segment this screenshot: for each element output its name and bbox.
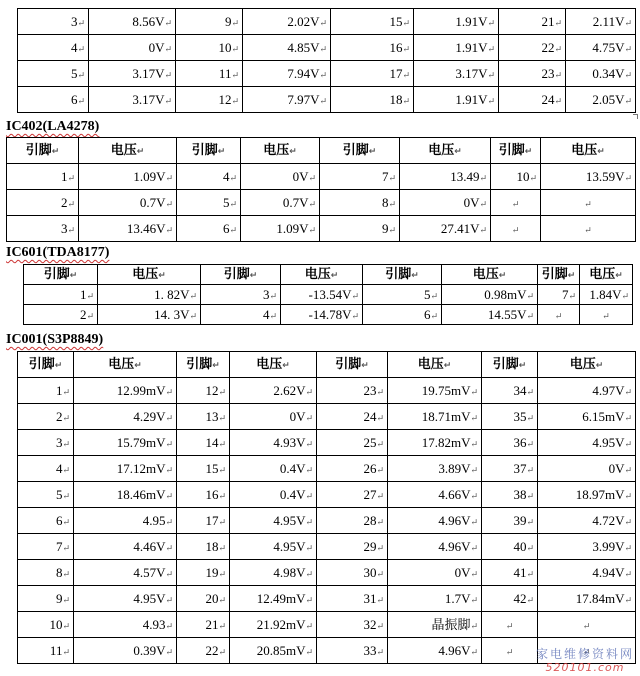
table-row — [18, 586, 636, 612]
voltage-cell: 1.09V ↵ — [241, 216, 320, 242]
header-voltage: 电压 ↵ — [538, 352, 636, 378]
voltage-cell: 4.96V ↵ — [388, 638, 482, 664]
voltage-cell: 4.93 ↵ — [74, 612, 177, 638]
header-pin: 引脚 ↵ — [24, 265, 98, 285]
pin-cell: 25 ↵ — [317, 430, 388, 456]
table-row — [18, 560, 636, 586]
pin-cell: 9 ↵ — [18, 586, 74, 612]
voltage-cell: 6.15mV ↵ — [538, 404, 636, 430]
voltage-cell: 2.11V ↵ — [566, 9, 636, 35]
pin-cell — [491, 190, 541, 216]
pin-cell: 33 ↵ — [317, 638, 388, 664]
voltage-cell: 14. 3V ↵ — [98, 305, 201, 325]
table-row — [18, 534, 636, 560]
header-row — [18, 352, 636, 378]
header-voltage: 电压 ↵ — [442, 265, 538, 285]
voltage-cell: 1. 82V ↵ — [98, 285, 201, 305]
table-row — [7, 216, 636, 242]
voltage-cell: 4.57V ↵ — [74, 560, 177, 586]
pin-cell — [482, 612, 538, 638]
header-voltage: 电压 ↵ — [74, 352, 177, 378]
header-pin: 引脚 ↵ — [201, 265, 281, 285]
header-voltage: 电压 ↵ — [281, 265, 363, 285]
header-pin: 引脚 ↵ — [7, 138, 79, 164]
header-pin: 引脚 ↵ — [177, 352, 230, 378]
pin-cell: 4 ↵ — [18, 456, 74, 482]
voltage-cell: 21.92mV ↵ — [230, 612, 317, 638]
pin-cell: 32 ↵ — [317, 612, 388, 638]
pin-cell: 12 ↵ — [176, 87, 243, 113]
pin-cell: 12 ↵ — [177, 378, 230, 404]
header-voltage: 电压 ↵ — [230, 352, 317, 378]
voltage-cell: 4.29V ↵ — [74, 404, 177, 430]
pin-cell: 6 ↵ — [18, 508, 74, 534]
header-voltage: 电压 ↵ — [79, 138, 177, 164]
voltage-cell: 4.75V ↵ — [566, 35, 636, 61]
pin-cell: 39 ↵ — [482, 508, 538, 534]
voltage-cell: 13.49 ↵ — [400, 164, 491, 190]
voltage-cell: -13.54V ↵ — [281, 285, 363, 305]
voltage-cell: 0.34V ↵ — [566, 61, 636, 87]
voltage-cell: 3.17V ↵ — [89, 87, 176, 113]
voltage-cell: 4.93V ↵ — [230, 430, 317, 456]
pin-cell: 17 ↵ — [177, 508, 230, 534]
watermark-url: 520101.com — [545, 661, 625, 674]
pin-cell: 36 ↵ — [482, 430, 538, 456]
pin-cell: 16 ↵ — [177, 482, 230, 508]
pin-cell: 3 ↵ — [18, 430, 74, 456]
voltage-cell — [580, 305, 633, 325]
pin-cell: 10 ↵ — [18, 612, 74, 638]
pin-cell: 4 ↵ — [177, 164, 241, 190]
voltage-cell: 18.46mV ↵ — [74, 482, 177, 508]
pin-cell: 41 ↵ — [482, 560, 538, 586]
voltage-cell: 1.09V ↵ — [79, 164, 177, 190]
voltage-cell: 3.17V ↵ — [89, 61, 176, 87]
pin-cell: 30 ↵ — [317, 560, 388, 586]
voltage-cell — [538, 612, 636, 638]
pin-cell: 2 ↵ — [18, 404, 74, 430]
pin-cell: 5 ↵ — [363, 285, 442, 305]
voltage-cell: 17.84mV ↵ — [538, 586, 636, 612]
voltage-cell: 1.91V ↵ — [414, 9, 499, 35]
pin-cell: 5 ↵ — [18, 482, 74, 508]
voltage-cell: 1.91V ↵ — [414, 35, 499, 61]
voltage-cell: 晶振脚 ↵ — [388, 612, 482, 638]
voltage-cell: 0V ↵ — [89, 35, 176, 61]
pin-cell: 1 ↵ — [18, 378, 74, 404]
voltage-cell — [541, 216, 636, 242]
header-pin: 引脚 ↵ — [320, 138, 400, 164]
table-row — [18, 35, 636, 61]
pin-cell: 2 ↵ — [24, 305, 98, 325]
voltage-cell: 18.71mV ↵ — [388, 404, 482, 430]
table-row — [18, 456, 636, 482]
header-row — [7, 138, 636, 164]
voltage-cell: 2.05V ↵ — [566, 87, 636, 113]
voltage-cell: 4.94V ↵ — [538, 560, 636, 586]
table-row — [18, 508, 636, 534]
voltage-cell: 4.97V ↵ — [538, 378, 636, 404]
table-ic601 — [23, 264, 633, 325]
pin-cell: 23 ↵ — [317, 378, 388, 404]
pin-cell: 37 ↵ — [482, 456, 538, 482]
pin-cell: 42 ↵ — [482, 586, 538, 612]
pin-cell: 9 ↵ — [320, 216, 400, 242]
pin-cell: 2 ↵ — [7, 190, 79, 216]
ic402-title: IC402(LA4278) — [6, 119, 100, 134]
voltage-cell: 1.84V ↵ — [580, 285, 633, 305]
voltage-cell: 4.95V ↵ — [538, 430, 636, 456]
table-top — [17, 8, 636, 113]
pin-cell: 19 ↵ — [177, 560, 230, 586]
pin-cell: 3 ↵ — [7, 216, 79, 242]
pin-cell: 11 ↵ — [18, 638, 74, 664]
voltage-cell: 8.56V ↵ — [89, 9, 176, 35]
voltage-cell: 0.4V ↵ — [230, 456, 317, 482]
voltage-cell: 0V ↵ — [538, 456, 636, 482]
voltage-cell: 27.41V ↵ — [400, 216, 491, 242]
header-pin: 引脚 ↵ — [363, 265, 442, 285]
pin-cell: 6 ↵ — [177, 216, 241, 242]
header-voltage: 电压 ↵ — [400, 138, 491, 164]
table-ic402 — [6, 137, 636, 242]
pin-cell: 3 ↵ — [18, 9, 89, 35]
voltage-cell: 0V ↵ — [388, 560, 482, 586]
pin-cell: 13 ↵ — [177, 404, 230, 430]
voltage-cell: 0V ↵ — [230, 404, 317, 430]
pin-cell: 27 ↵ — [317, 482, 388, 508]
pin-cell: 35 ↵ — [482, 404, 538, 430]
table-row — [18, 61, 636, 87]
voltage-cell: 2.02V ↵ — [243, 9, 331, 35]
voltage-cell — [541, 190, 636, 216]
pin-cell: 40 ↵ — [482, 534, 538, 560]
voltage-cell: 4.95V ↵ — [74, 586, 177, 612]
voltage-cell: 4.85V ↵ — [243, 35, 331, 61]
voltage-cell: 4.46V ↵ — [74, 534, 177, 560]
pin-cell: 15 ↵ — [177, 456, 230, 482]
pin-cell: 24 ↵ — [499, 87, 566, 113]
voltage-cell: 4.95V ↵ — [230, 534, 317, 560]
table-row — [24, 305, 633, 325]
pin-cell: 22 ↵ — [177, 638, 230, 664]
voltage-cell: 0.4V ↵ — [230, 482, 317, 508]
voltage-cell: 7.97V ↵ — [243, 87, 331, 113]
pin-cell: 9 ↵ — [176, 9, 243, 35]
voltage-cell: 4.96V ↵ — [388, 534, 482, 560]
table-row — [7, 190, 636, 216]
pin-cell: 8 ↵ — [18, 560, 74, 586]
pin-cell: 10 ↵ — [491, 164, 541, 190]
pin-cell: 17 ↵ — [331, 61, 414, 87]
voltage-cell: 3.99V ↵ — [538, 534, 636, 560]
pin-cell: 18 ↵ — [331, 87, 414, 113]
voltage-cell: 15.79mV ↵ — [74, 430, 177, 456]
voltage-cell: 4.72V ↵ — [538, 508, 636, 534]
pin-cell: 4 ↵ — [201, 305, 281, 325]
table-row — [18, 378, 636, 404]
ic001-title: IC001(S3P8849) — [6, 332, 104, 347]
voltage-cell: 4.66V ↵ — [388, 482, 482, 508]
pin-cell: 3 ↵ — [201, 285, 281, 305]
pin-cell: 6 ↵ — [18, 87, 89, 113]
pin-cell: 29 ↵ — [317, 534, 388, 560]
voltage-cell: 1.91V ↵ — [414, 87, 499, 113]
pin-cell: 6 ↵ — [363, 305, 442, 325]
voltage-cell: 0.7V ↵ — [241, 190, 320, 216]
site-watermark — [536, 648, 634, 674]
watermark-text: 家电维修资料网 — [535, 647, 634, 661]
header-pin: 引脚 ↵ — [177, 138, 241, 164]
voltage-cell: 13.59V ↵ — [541, 164, 636, 190]
voltage-cell: 12.99mV ↵ — [74, 378, 177, 404]
pin-cell: 21 ↵ — [499, 9, 566, 35]
table-row — [18, 404, 636, 430]
voltage-cell: 12.49mV ↵ — [230, 586, 317, 612]
voltage-cell: 0.7V ↵ — [79, 190, 177, 216]
voltage-cell: 7.94V ↵ — [243, 61, 331, 87]
pin-cell: 1 ↵ — [7, 164, 79, 190]
pin-cell: 14 ↵ — [177, 430, 230, 456]
pin-cell: 20 ↵ — [177, 586, 230, 612]
pin-cell — [491, 216, 541, 242]
pin-cell: 38 ↵ — [482, 482, 538, 508]
header-voltage: 电压 ↵ — [388, 352, 482, 378]
table-ic001 — [17, 351, 636, 664]
voltage-cell: 4.96V ↵ — [388, 508, 482, 534]
header-voltage: 电压 ↵ — [98, 265, 201, 285]
header-pin: 引脚 ↵ — [18, 352, 74, 378]
voltage-cell: 20.85mV ↵ — [230, 638, 317, 664]
pin-cell: 1 ↵ — [24, 285, 98, 305]
voltage-cell: -14.78V ↵ — [281, 305, 363, 325]
voltage-cell: 18.97mV ↵ — [538, 482, 636, 508]
pin-cell: 16 ↵ — [331, 35, 414, 61]
voltage-cell: 14.55V ↵ — [442, 305, 538, 325]
pin-cell: 34 ↵ — [482, 378, 538, 404]
voltage-cell: 0V ↵ — [400, 190, 491, 216]
pin-cell: 21 ↵ — [177, 612, 230, 638]
pin-cell: 15 ↵ — [331, 9, 414, 35]
header-pin: 引脚 ↵ — [491, 138, 541, 164]
table-row — [18, 612, 636, 638]
pin-cell: 31 ↵ — [317, 586, 388, 612]
header-voltage: 电压 ↵ — [580, 265, 633, 285]
pin-cell: 5 ↵ — [177, 190, 241, 216]
header-row — [24, 265, 633, 285]
pin-cell: 24 ↵ — [317, 404, 388, 430]
pin-cell — [482, 638, 538, 664]
voltage-cell: 19.75mV ↵ — [388, 378, 482, 404]
voltage-cell: 17.12mV ↵ — [74, 456, 177, 482]
table-row — [18, 87, 636, 113]
voltage-cell: 3.17V ↵ — [414, 61, 499, 87]
table-row — [18, 482, 636, 508]
pin-cell: 28 ↵ — [317, 508, 388, 534]
voltage-cell: 4.98V ↵ — [230, 560, 317, 586]
voltage-cell: 13.46V ↵ — [79, 216, 177, 242]
pin-cell: 18 ↵ — [177, 534, 230, 560]
voltage-cell: 2.62V ↵ — [230, 378, 317, 404]
voltage-cell: 17.82mV ↵ — [388, 430, 482, 456]
voltage-cell: 0.98mV ↵ — [442, 285, 538, 305]
pin-cell: 7 ↵ — [320, 164, 400, 190]
voltage-cell: 4.95 ↵ — [74, 508, 177, 534]
table-row — [18, 9, 636, 35]
pin-cell: 7 ↵ — [538, 285, 580, 305]
voltage-cell: 1.7V ↵ — [388, 586, 482, 612]
table-end-mark — [633, 114, 638, 119]
header-pin: 引脚 ↵ — [482, 352, 538, 378]
pin-cell: 10 ↵ — [176, 35, 243, 61]
table-row — [24, 285, 633, 305]
pin-cell: 11 ↵ — [176, 61, 243, 87]
header-voltage: 电压 ↵ — [541, 138, 636, 164]
pin-cell: 23 ↵ — [499, 61, 566, 87]
header-pin: 引脚 ↵ — [317, 352, 388, 378]
ic601-title: IC601(TDA8177) — [6, 245, 110, 260]
voltage-cell: 3.89V ↵ — [388, 456, 482, 482]
pin-cell — [538, 305, 580, 325]
voltage-cell: 4.95V ↵ — [230, 508, 317, 534]
pin-cell: 5 ↵ — [18, 61, 89, 87]
table-row — [7, 164, 636, 190]
header-voltage: 电压 ↵ — [241, 138, 320, 164]
pin-cell: 26 ↵ — [317, 456, 388, 482]
header-pin: 引脚 ↵ — [538, 265, 580, 285]
voltage-cell: 0.39V ↵ — [74, 638, 177, 664]
pin-cell: 7 ↵ — [18, 534, 74, 560]
voltage-cell: 0V ↵ — [241, 164, 320, 190]
pin-cell: 4 ↵ — [18, 35, 89, 61]
pin-cell: 22 ↵ — [499, 35, 566, 61]
table-row — [18, 430, 636, 456]
pin-cell: 8 ↵ — [320, 190, 400, 216]
